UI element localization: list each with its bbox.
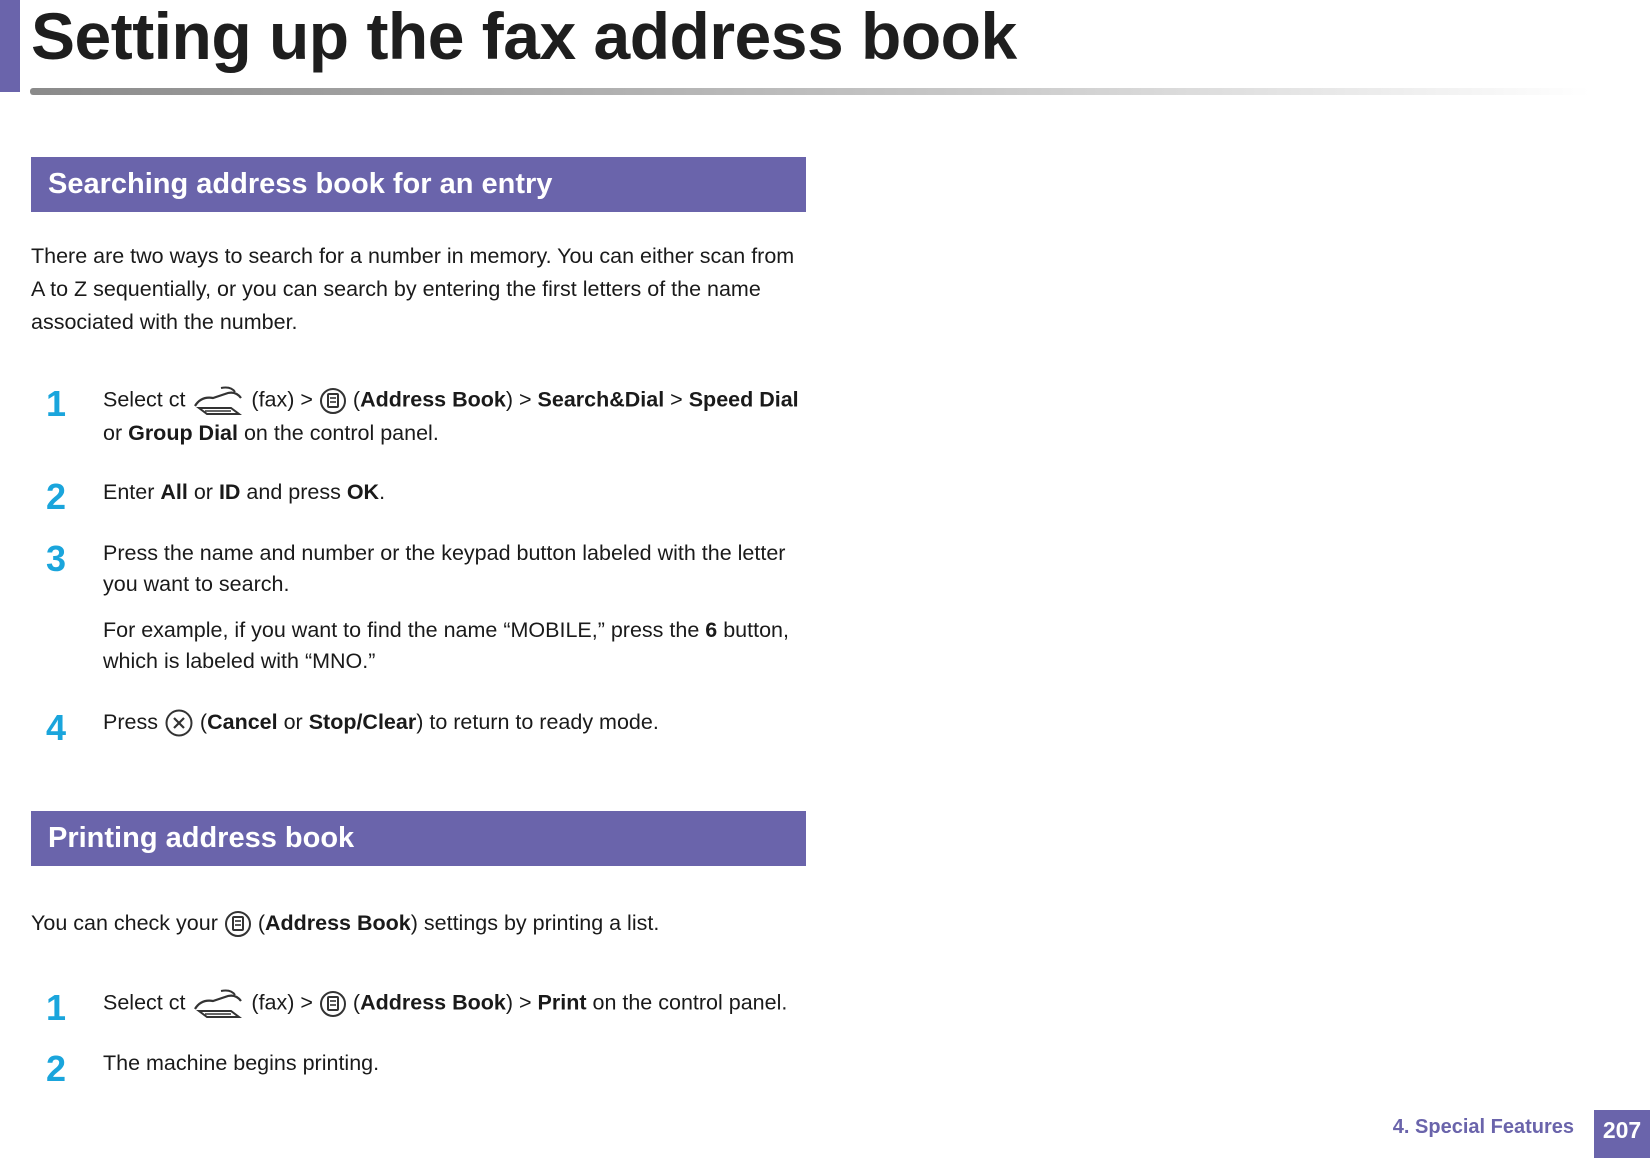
step-number: 1 (46, 383, 67, 424)
step-note-example: For example, if you want to find the name “MOBILE,” press the 6 button, which is labeled with “MNO.” (103, 618, 789, 673)
cancel-icon (164, 708, 194, 738)
section-intro-printing: You can check your (Address Book) settings by printing a list. (31, 907, 811, 940)
section-intro-searching: There are two ways to search for a number in memory. You can either scan from A to Z sequentially, or you can search by entering the first letters of the name associated with the number. (31, 244, 795, 334)
address-book-icon (319, 990, 347, 1018)
step-text-select-address-book: Select ct (fax) > (Address Book) > Search&Dial > Speed Dial or Group Dial on the control panel. (103, 384, 808, 449)
step-text-press-keypad: Press the name and number or the keypad button labeled with the letter you want to search. (103, 541, 786, 596)
step-text-enter-all-id: Enter All or ID and press OK. (103, 480, 386, 504)
step-number: 3 (46, 538, 67, 579)
fax-icon (191, 987, 245, 1021)
step-number: 1 (46, 987, 67, 1028)
step-number: 2 (46, 1048, 67, 1089)
step-number: 2 (46, 476, 67, 517)
address-book-icon (319, 387, 347, 415)
title-accent-bar (0, 0, 20, 92)
section-header-searching: Searching address book for an entry (31, 157, 806, 212)
step-text-print: Select ct (fax) > (Address Book) > Print on the control panel. (103, 987, 808, 1021)
fax-icon (191, 384, 245, 418)
step-text-machine-prints: The machine begins printing. (103, 1051, 380, 1075)
page-number-badge: 207 (1594, 1110, 1650, 1158)
section-header-printing: Printing address book (31, 811, 806, 866)
title-divider (30, 88, 1590, 95)
footer-chapter-label: 4. Special Features (1392, 1116, 1574, 1138)
step-number: 4 (46, 707, 67, 748)
page-title: Setting up the fax address book (31, 0, 1017, 73)
step-text-cancel: Press (Cancel or Stop/Clear) to return to ready mode. (103, 707, 808, 738)
address-book-icon (224, 910, 252, 938)
